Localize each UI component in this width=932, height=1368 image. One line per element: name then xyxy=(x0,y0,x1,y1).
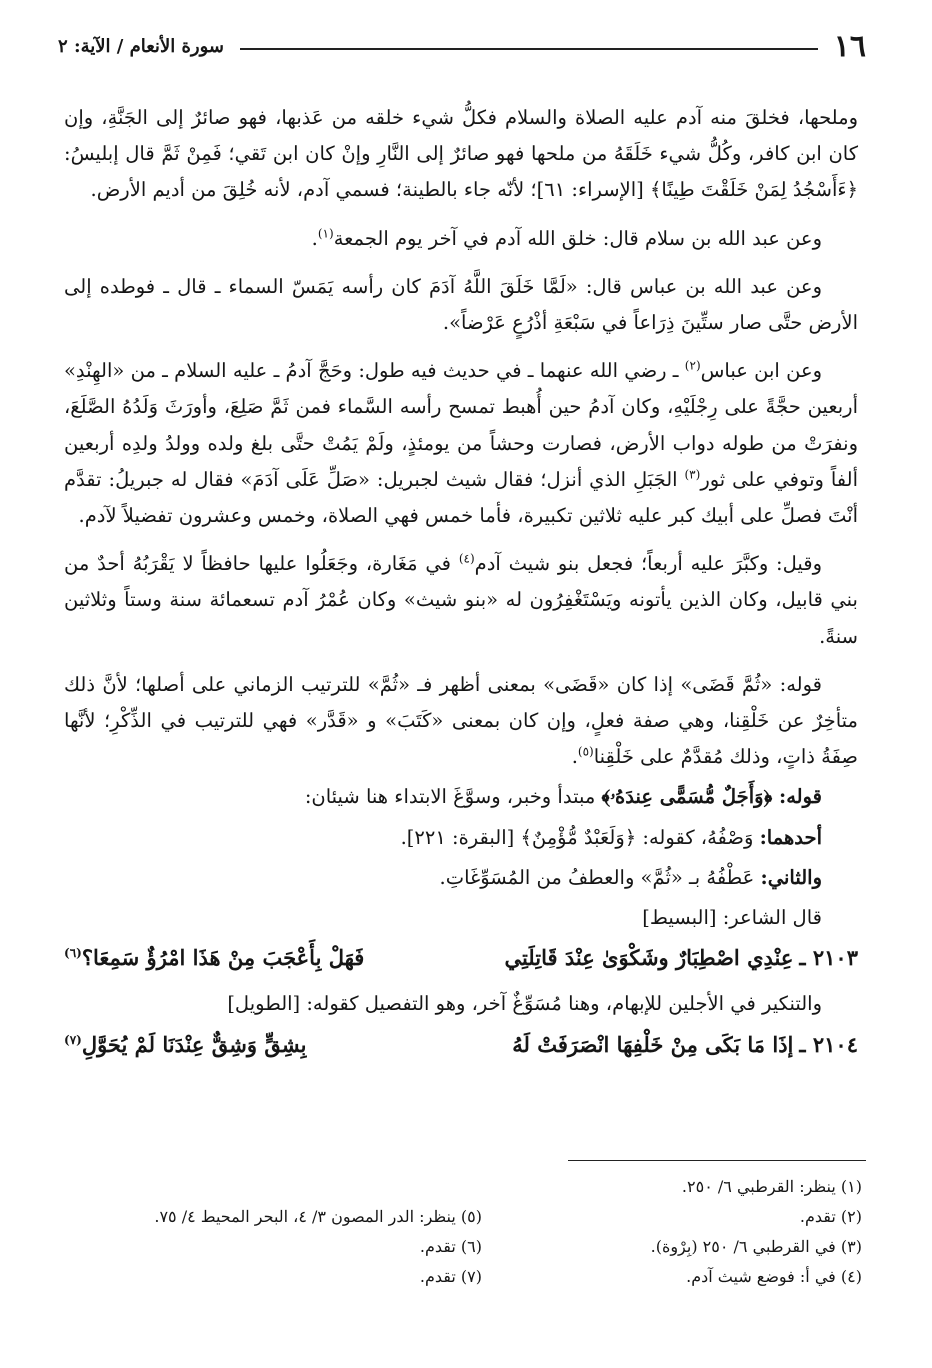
footnote-ref[interactable]: (٢) xyxy=(684,358,701,373)
verse-hemistich-1: إذَا مَا بَكَى مِنْ خَلْفِهَا انْصَرَفَتْ لَهُ xyxy=(512,1031,794,1057)
main-text xyxy=(64,100,858,1073)
paragraph-6: قوله: «ثُمَّ قَضَى» إذا كان «قَضَى» بمعنى أظهر فـ «ثُمَّ» للترتيب الزماني على أصلها؛ لأنَّ ذلك متأخِرٌ عن خَلْقِنا، وهي صفة فعلٍ، وإن كان بمعنى «كَتَبَ» و «قَدَّر» فهي للترتيب في الذِّكْرِ؛ لأنَّها صِفَةُ ذاتٍ، وذلك مُقدَّمٌ على خَلْقِنا$^{(٥)}$. xyxy=(64,672,858,769)
verse-hemistich-2: فَهَلْ بِأَعْجَبَ مِنْ هَذَا امْرُؤٌ سَمِعَا؟$^{(٦)}$ xyxy=(64,945,365,971)
footnote-ref[interactable]: (٦) xyxy=(64,946,82,961)
paragraph-1: وملحها، فخلقَ منه آدم عليه الصلاة والسلام فكلُّ شيء خلقه من عَذبها، فهو صائرٌ إلى الجَنَّةِ، وإن كان ابن كافر، وكُلُّ شيء خَلَقَهُ من ملحها فهو صائرٌ إلى النَّارِ وإنْ كان ابن تَقي؛ فَمِنْ ثَمَّ قال إبليسُ: ﴿ءَأَسْجُدُ لِمَنْ خَلَقْتَ طِينًا﴾ [الإسراء: ٦١]؛ لأنّه جاء بالطينة؛ فسمي آدم، لأنه خُلِقَ من أديم الأرض. xyxy=(64,106,858,202)
footnote-5: (٥) ينظر: الدر المصون ٣/ ٤، البحر المحيط ٤/ ٧٥. xyxy=(154,1207,482,1226)
page-header xyxy=(58,26,866,66)
paragraph-8: أحدهما: وَصْفُهُ، كقوله: ﴿وَلَعَبْدٌ مُّؤْمِنٌ﴾ [البقرة: ٢٢١]. xyxy=(400,825,822,849)
paragraph-2: وعن عبد الله بن سلام قال: خلق الله آدم في آخر يوم الجمعة$^{(١)}$. xyxy=(311,226,822,250)
footnote-ref[interactable]: (٥) xyxy=(577,744,594,759)
verse-2104 xyxy=(64,1027,858,1063)
footnote-ref[interactable]: (٧) xyxy=(64,1032,82,1047)
footnote-separator xyxy=(568,1160,866,1161)
paragraph-4: وعن ابن عباس$^{(٢)}$ ـ رضي الله عنهما ـ في حديث فيه طول: وحَجَّ آدمُ ـ عليه السلام ـ من «الهِنْدِ» أربعين حجَّةً على رِجْلَيْهِ، وكان آدمُ حين أُهبط تمسح رأسه السَّماء فمن ثَمَّ صَلِعَ، وأورَثَ وَلَدُهُ الصَّلَعَ، ونفرَتْ من طوله دواب الأرض، فصارت وحشاً من يومئذٍ، ولَمْ يَمُتْ حتَّى بلغ ولده وولدُ ولدِه أربعين ألفاً وتوفي على ثور$^{(٣)}$ الجَبَلِ الذي أنزل؛ فقال شيث لجبريل: «صَلِّ عَلَى آدَمَ» فقال له جبريلُ: تقدَّم أنْتَ فصلِّ على أبيك كبر عليه ثلاثين تكبيرة، فأما خمس فهي الصلاة، وخمس وعشرون تفضيلاً لآدم. xyxy=(64,358,858,528)
footnote-row xyxy=(64,1232,862,1262)
paragraph-10: قال الشاعر: [البسيط] xyxy=(642,906,822,930)
footnote-row xyxy=(64,1172,862,1202)
paragraph-9: والثاني: عَطْفُهُ بـ «ثُمَّ» والعطفُ من المُسَوِّغَاتِ. xyxy=(439,865,822,889)
footnote-2: (٢) تقدم. xyxy=(799,1207,862,1226)
footnote-7: (٧) تقدم. xyxy=(419,1267,482,1286)
verse-hemistich-1: عِنْدِي اصْطِبَارٌ وشَكْوَىٰ عِنْدَ قَاتِلَتِي xyxy=(504,945,794,971)
verse-2103 xyxy=(64,940,858,976)
page-number: ١٦ xyxy=(833,28,866,64)
verse-hemistich-2: بِشِقٍّ وَشِقٌّ عِنْدَنَا لَمْ يُحَوَّلِ$^{(٧)}$ xyxy=(64,1031,307,1057)
paragraph-between-verses: والتنكير في الأجلين للإبهام، وهنا مُسَوِّغٌ آخر، وهو التفصيل كقوله: [الطويل] xyxy=(227,992,822,1016)
running-head: سورة الأنعام / الآية: ٢ xyxy=(58,35,224,57)
footnote-ref[interactable]: (١) xyxy=(317,226,334,241)
footnote-row xyxy=(64,1262,862,1292)
footnotes xyxy=(64,1172,862,1292)
verse-number: ٢١٠٣ ـ xyxy=(799,945,858,971)
footnote-3: (٣) في القرطبي ٦/ ٢٥٠ (بِرْوة). xyxy=(650,1237,862,1256)
paragraph-3: وعن عبد الله بن عباس قال: «لَمَّا خَلَقَ اللَّهُ آدَمَ كان رأسه يَمَسّ السماء ـ قال ـ فوطده إلى الأرض حتَّى صار ستِّينَ ذِرَاعاً في سَبْعَةِ أذْرُعٍ عَرْضاً». xyxy=(64,274,858,335)
footnote-ref[interactable]: (٤) xyxy=(458,551,475,566)
footnote-ref[interactable]: (٣) xyxy=(684,467,701,482)
verse-number: ٢١٠٤ ـ xyxy=(799,1031,858,1057)
footnote-4: (٤) في أ: فوضع شيث آدم. xyxy=(686,1267,862,1286)
paragraph-7: قوله: ﴿وَأَجَلٌ مُّسَمًّى عِندَهُۥ﴾ مبتدأ وخبر، وسوَّغَ الابتداء هنا شيئان: xyxy=(304,785,822,809)
footnote-row xyxy=(64,1202,862,1232)
paragraph-5: وقيل: وكبَّرَ عليه أربعاً؛ فجعل بنو شيث آدم$^{(٤)}$ في مَغَارة، وجَعَلُوا عليها حافظاً لا يَقْرَبُهُ أحدٌ من بني قابيل، وكان الذين يأتونه ويَسْتَغْفِرُون له «بنو شيث» وكان عُمْرُ آدم تسعمائة سنة وستاً وثلاثين سنةً. xyxy=(64,551,858,648)
header-rule xyxy=(240,48,818,50)
footnote-6: (٦) تقدم. xyxy=(419,1237,482,1256)
footnote-1: (١) ينظر: القرطبي ٦/ ٢٥٠. xyxy=(681,1177,862,1196)
